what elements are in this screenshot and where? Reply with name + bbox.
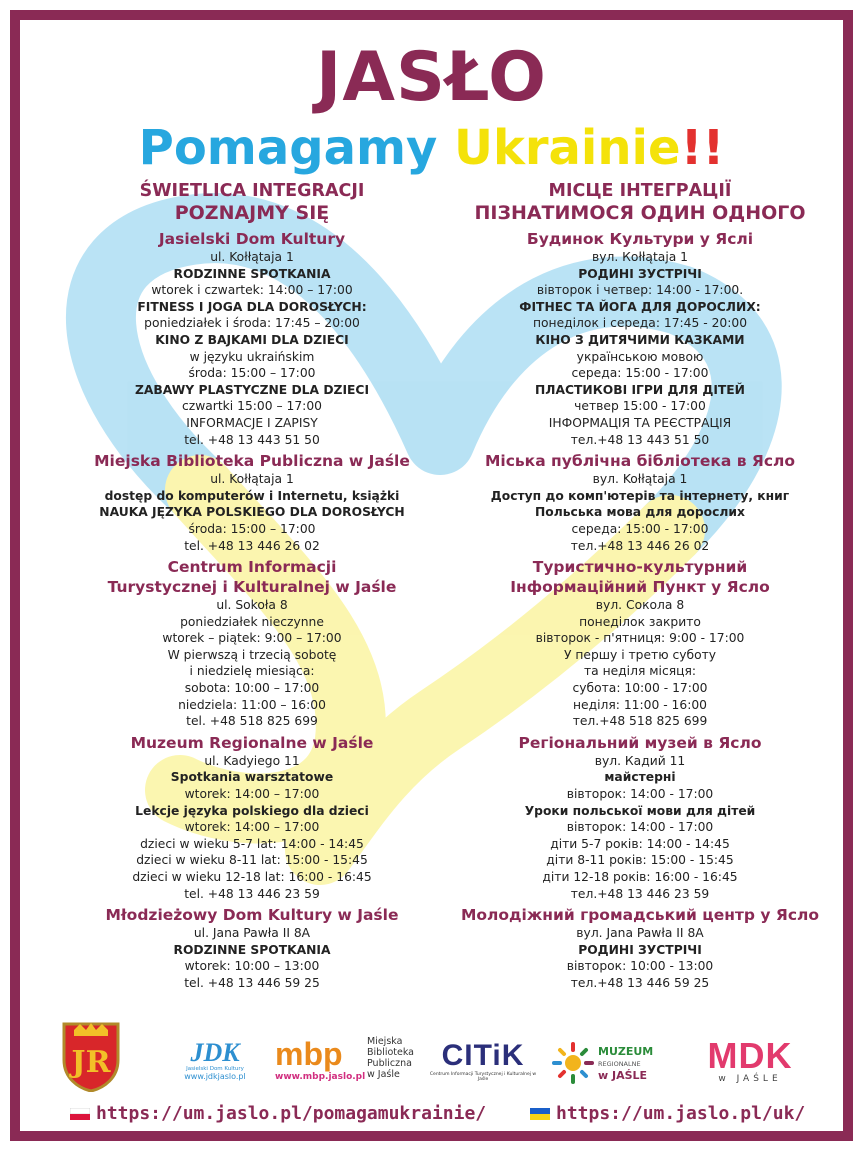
polish-section-line: NAUKA JĘZYKA POLSKIEGO DLA DOROSŁYCH [99, 505, 405, 520]
jdk-logo-subtitle: Jasielski Dom Kultury [186, 1066, 244, 1072]
polish-section-line: ul. Jana Pawła II 8A [193, 926, 311, 941]
jaslo-coat-of-arms-icon [60, 1020, 122, 1092]
polish-section-line: czwartki 15:00 – 17:00 [182, 399, 322, 414]
ukrainian-section-line: вівторок: 10:00 - 13:00 [566, 959, 714, 974]
polish-section-line: FITNESS I JOGA DLA DOROSŁYCH: [137, 299, 367, 314]
mbp-logo-text-4: w Jaśle [367, 1069, 400, 1080]
city-title: JASŁO [316, 38, 547, 117]
ukrainian-section-line: неділя: 11:00 - 16:00 [573, 697, 707, 712]
poster-frame [10, 10, 853, 1141]
polish-link[interactable] [70, 1103, 486, 1124]
polish-section [62, 451, 442, 557]
polish-section-title: Miejska Biblioteka Publiczna w Jaśle [94, 452, 410, 471]
ukrainian-section-title-line2: Інформаційний Пункт у Ясло [510, 578, 770, 597]
ukrainian-section [440, 905, 840, 994]
ukrainian-section-title: Туристично-культурний [532, 558, 748, 577]
polish-section-line: w języku ukraińskim [189, 349, 315, 364]
ukrainian-section-line: вівторок: 14:00 - 17:00 [566, 820, 714, 835]
muzeum-sun-icon [552, 1042, 594, 1084]
ukrainian-section-line: вул. Jana Pawła II 8A [576, 926, 704, 941]
polish-section-line: Spotkania warsztatowe [170, 770, 334, 785]
polish-section-line: ul. Kołłątaja 1 [210, 472, 294, 487]
jdk-logo-url: www.jdkjaslo.pl [184, 1072, 246, 1081]
mdk-logo [695, 1035, 805, 1084]
section-spacer [440, 992, 840, 995]
ukrainian-section-line: вул. Kołłątaja 1 [592, 472, 688, 487]
polish-section [62, 229, 442, 451]
ukrainian-section-line: понеділок закрито [579, 614, 701, 629]
ukrainian-section-line: середа: 15:00 - 17:00 [571, 521, 709, 536]
polish-sections [62, 229, 442, 995]
ukrainian-section-line: вівторок: 14:00 - 17:00 [566, 787, 714, 802]
polish-section-line: ul. Kołłątaja 1 [210, 250, 294, 264]
ukrainian-section-title: Міська публічна бібліотека в Ясло [484, 452, 796, 471]
polish-section-line: RODZINNE SPOTKANIA [173, 266, 331, 281]
ukrainian-section-title: Молодіжний громадський центр у Ясло [460, 906, 820, 925]
polish-section-line: dostęp do komputerów i Internetu, książki [104, 488, 400, 503]
polish-section-line: INFORMACJE I ZAPISY [186, 415, 318, 430]
polish-section-line: ZABAWY PLASTYCZNE DLA DZIECI [134, 382, 370, 397]
ukrainian-section-line: ІНФОРМАЦІЯ ТА РЕЄСТРАЦІЯ [548, 415, 732, 430]
polish-section-line: tel. +48 13 446 26 02 [184, 538, 320, 553]
ukrainian-section-line: та неділя місяця: [583, 664, 697, 679]
ukrainian-section-line: РОДИНІ ЗУСТРІЧІ [578, 266, 702, 281]
ukrainian-section-line: вул. Кołłątaja 1 [591, 250, 689, 264]
polish-section-line: ul. Kadyiego 11 [204, 753, 300, 768]
muzeum-logo-line-2: REGIONALNE [598, 1060, 641, 1068]
ukrainian-section-line: вівторок - п'ятниця: 9:00 - 17:00 [535, 631, 745, 646]
ukrainian-section-line: вівторок і четвер: 14:00 - 17:00. [536, 283, 744, 298]
polish-column-heading: ŚWIETLICA INTEGRACJI [139, 181, 365, 201]
polish-section-line: poniedziałek nieczynne [180, 614, 324, 629]
ukrainian-section-title: Регіональний музей в Ясло [518, 733, 762, 752]
ukrainian-section-line: тел.+48 13 443 51 50 [570, 432, 710, 447]
citik-logo-name: CITiK [441, 1039, 525, 1072]
slogan-part-ukrainie: Ukrainie [453, 120, 681, 176]
polish-section-line: tel. +48 13 443 51 50 [184, 432, 320, 447]
citik-logo-subtitle: Centrum Informacji Turystycznej i Kulturalnej w Jaśle [429, 1072, 537, 1082]
polish-section-line: dzieci w wieku 8-11 lat: 15:00 - 15:45 [136, 853, 368, 868]
muzeum-logo-line-3: w JAŚLE [598, 1069, 648, 1082]
ukrainian-column [440, 180, 840, 995]
polish-section-line: ul. Sokoła 8 [216, 598, 288, 613]
polish-section-line: KINO Z BAJKAMI DLA DZIECI [155, 332, 349, 347]
polish-section-line: wtorek: 14:00 – 17:00 [184, 787, 320, 802]
ukrainian-section-line: Уроки польської мови для дітей [524, 803, 756, 818]
poland-flag-icon [70, 1108, 90, 1120]
ukrainian-section [440, 451, 840, 557]
ukrainian-section-line: тел.+48 13 446 23 59 [570, 886, 710, 901]
ukrainian-section-line: вул. Кадий 11 [594, 753, 686, 768]
ukrainian-section-line: середа: 15:00 - 17:00 [571, 366, 709, 381]
polish-section-title: Muzeum Regionalne w Jaśle [130, 733, 374, 752]
polish-section [62, 733, 442, 905]
polish-section-title-line2: Turystycznej i Kulturalnej w Jaśle [107, 578, 397, 597]
ukrainian-link-text: https://um.jaslo.pl/uk/ [556, 1103, 806, 1124]
slogan-part-exclamation: !! [680, 120, 725, 176]
polish-section-title: Centrum Informacji [167, 558, 337, 577]
polish-section-line: wtorek: 14:00 – 17:00 [184, 820, 320, 835]
ukrainian-link[interactable] [530, 1103, 805, 1124]
slogan [20, 118, 843, 178]
polish-column-subheading: POZNAJMY SIĘ [174, 202, 330, 224]
svg-text:JR: JR [71, 1045, 111, 1080]
ukrainian-section [440, 229, 840, 451]
jdk-logo-name: JDK [190, 1038, 240, 1067]
ukrainian-column-subheading: ПІЗНАТИМОСЯ ОДИН ОДНОГО [474, 202, 806, 224]
ukrainian-section-line: вул. Сокола 8 [595, 598, 685, 613]
polish-column [62, 180, 442, 995]
ukrainian-column-heading: МІСЦЕ ІНТЕГРАЦІЇ [548, 181, 732, 201]
ukrainian-sections [440, 229, 840, 995]
ukrainian-section-line: Доступ до комп'ютерів та інтернету, книг [490, 488, 790, 503]
polish-section-line: tel. +48 13 446 59 25 [184, 975, 320, 990]
polish-section [62, 557, 442, 733]
ukrainian-section-line: субота: 10:00 - 17:00 [572, 681, 708, 696]
link-bar [20, 1103, 843, 1129]
ukrainian-section-line: ПЛАСТИКОВІ ІГРИ ДЛЯ ДІТЕЙ [535, 382, 745, 397]
polish-section-line: wtorek: 10:00 – 13:00 [184, 959, 320, 974]
polish-link-text: https://um.jaslo.pl/pomagamukrainie/ [96, 1103, 487, 1124]
mdk-logo-subtitle: w JAŚLE [718, 1074, 782, 1084]
ukraine-flag-icon [530, 1108, 550, 1120]
polish-section-line: RODZINNE SPOTKANIA [173, 942, 331, 957]
mbp-logo-name: mbp [275, 1036, 343, 1072]
mbp-logo-text-2: Biblioteka [367, 1047, 415, 1058]
ukrainian-section-line: українською мовою [576, 349, 704, 364]
citik-logo [428, 1040, 538, 1082]
polish-section-title: Jasielski Dom Kultury [158, 230, 346, 248]
ukrainian-section-line: тел.+48 13 446 26 02 [570, 538, 710, 553]
polish-section-line: tel. +48 518 825 699 [186, 714, 318, 729]
polish-section-line: poniedziałek i środa: 17:45 – 20:00 [144, 316, 360, 331]
polish-section-line: dzieci w wieku 5-7 lat: 14:00 - 14:45 [140, 836, 364, 851]
mbp-logo-text-1: Miejska [367, 1036, 403, 1047]
ukrainian-section [440, 733, 840, 905]
partner-logos [50, 1020, 830, 1110]
polish-section-line: tel. +48 13 446 23 59 [184, 886, 320, 901]
ukrainian-section-line: ФІТНЕС ТА ЙОГА ДЛЯ ДОРОСЛИХ: [519, 299, 761, 314]
muzeum-logo-line-1: MUZEUM [598, 1045, 654, 1058]
jdk-logo [170, 1040, 260, 1081]
ukrainian-section [440, 557, 840, 733]
polish-section-line: sobota: 10:00 – 17:00 [184, 681, 320, 696]
ukrainian-section-line: діти 12-18 років: 16:00 - 16:45 [542, 870, 738, 884]
muzeum-logo [552, 1040, 677, 1090]
ukrainian-section-line: діти 8-11 років: 15:00 - 15:45 [546, 853, 734, 868]
ukrainian-section-line: КІНО З ДИТЯЧИМИ КАЗКАМИ [535, 332, 745, 347]
ukrainian-section-line: тел.+48 518 825 699 [572, 714, 708, 729]
ukrainian-section-title: Будинок Культури у Яслі [526, 230, 754, 248]
polish-section-line: niedziela: 11:00 – 16:00 [178, 697, 326, 712]
polish-section-title: Młodzieżowy Dom Kultury w Jaśle [105, 906, 399, 925]
polish-section [62, 905, 442, 994]
polish-section-line: środa: 15:00 – 17:00 [188, 521, 316, 536]
ukrainian-section-line: Польська мова для дорослих [535, 505, 745, 520]
polish-section-line: i niedzielę miesiąca: [189, 664, 315, 679]
mbp-logo-url: www.mbp.jaslo.pl [275, 1072, 366, 1082]
mdk-logo-name: MDK [707, 1035, 793, 1076]
ukrainian-section-line: У першу і третю суботу [563, 647, 717, 662]
ukrainian-section-line: тел.+48 13 446 59 25 [570, 975, 710, 990]
ukrainian-section-line: четвер 15:00 - 17:00 [574, 399, 706, 414]
ukrainian-section-line: понеділок і середа: 17:45 - 20:00 [532, 316, 748, 331]
polish-section-line: W pierwszą i trzecią sobotę [167, 647, 337, 662]
mbp-logo-text-3: Publiczna [367, 1058, 412, 1069]
ukrainian-section-line: діти 5-7 років: 14:00 - 14:45 [550, 836, 730, 851]
polish-section-line: Lekcje języka polskiego dla dzieci [135, 803, 369, 818]
ukrainian-section-line: РОДИНІ ЗУСТРІЧІ [578, 942, 702, 957]
polish-section-line: wtorek – piątek: 9:00 – 17:00 [162, 631, 342, 646]
slogan-part-pomagamy: Pomagamy [138, 120, 454, 176]
polish-section-line: wtorek i czwartek: 14:00 – 17:00 [151, 283, 353, 298]
polish-section-line: środa: 15:00 – 17:00 [188, 366, 316, 381]
polish-section-line: dzieci w wieku 12-18 lat: 16:00 - 16:45 [132, 870, 372, 884]
section-spacer [62, 992, 442, 995]
ukrainian-section-line: майстерні [604, 770, 676, 785]
